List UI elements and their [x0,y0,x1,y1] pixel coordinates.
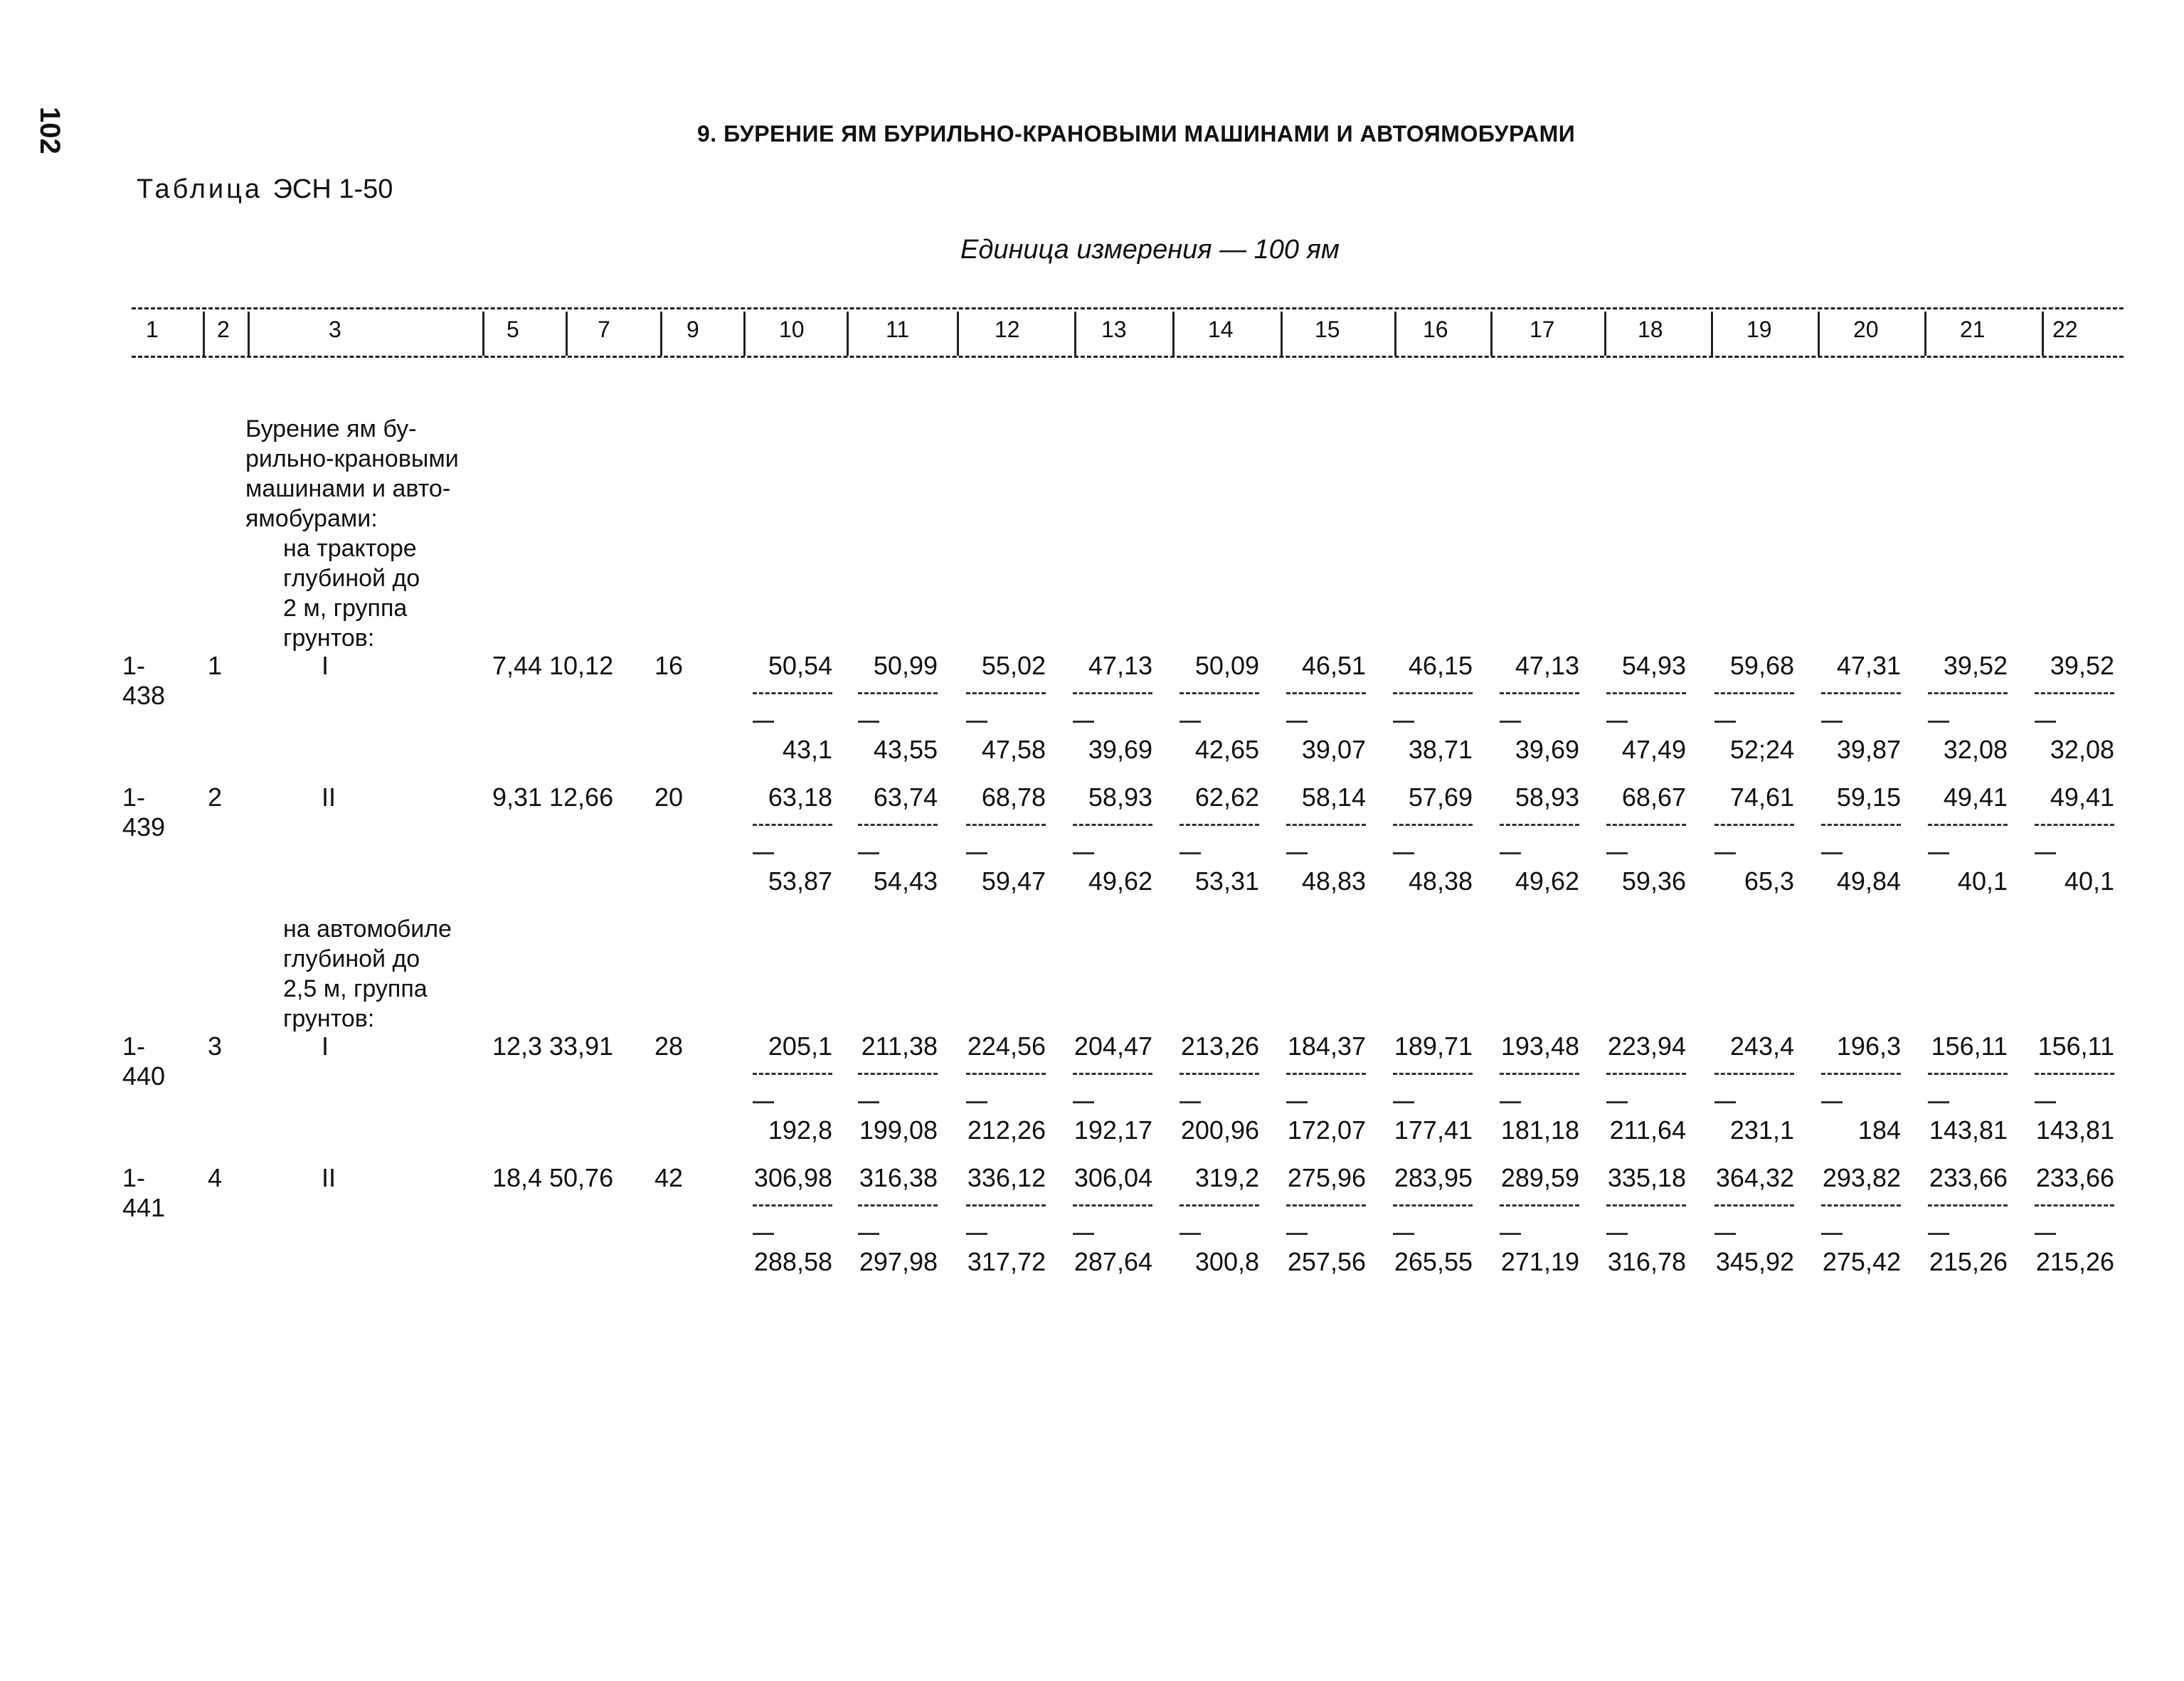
header-cell: 2 [217,317,230,342]
header-separator [2042,312,2044,356]
header-separator [743,312,746,356]
value-bottom: 43,55 [873,735,938,764]
value-top: 213,26 [1180,1032,1259,1061]
fraction-bar [1500,1204,1579,1207]
value-top: 47,13 [1515,651,1579,680]
value-bottom: 181,18 [1500,1115,1579,1145]
fraction-dash [858,721,879,723]
value-top: 189,71 [1394,1032,1473,1061]
value-bottom: 49,62 [1088,866,1152,896]
fraction-bar [753,1073,832,1075]
fraction-dash [1500,721,1521,723]
fraction-dash [1286,1233,1308,1235]
fraction-dash [1393,852,1414,854]
header-top-rule [132,307,2124,309]
value-bottom: 275,42 [1822,1247,1901,1276]
fraction-dash [1714,1101,1736,1103]
value-top: 306,04 [1074,1163,1152,1192]
col5-value: 12,3 [492,1032,543,1061]
value-bottom: 39,87 [1836,735,1901,764]
fraction-dash [1286,721,1308,723]
fraction-bar [2035,1204,2114,1207]
fraction-bar [1286,692,1366,694]
fraction-bar [1500,824,1579,826]
fraction-bar [1928,1204,2008,1207]
fraction-dash [753,852,774,854]
soil-group: II [322,783,336,812]
header-cell: 15 [1315,317,1340,342]
value-top: 59,68 [1729,651,1794,680]
fraction-dash [1286,852,1308,854]
value-top: 68,67 [1621,783,1686,812]
fraction-dash [966,852,987,854]
value-top: 39,52 [1943,651,2008,680]
value-top: 316,38 [859,1163,938,1192]
header-cell: 13 [1101,317,1127,342]
value-top: 275,96 [1287,1163,1366,1192]
header-separator [847,312,849,356]
fraction-bar [1606,1204,1686,1207]
value-top: 59,15 [1836,783,1901,812]
value-top: 243,4 [1729,1032,1794,1061]
soil-group: II [322,1163,336,1192]
header-separator [1711,312,1713,356]
fraction-dash [753,721,774,723]
value-top: 57,69 [1408,783,1473,812]
table-label: Таблица [137,174,263,204]
value-bottom: 143,81 [2035,1115,2114,1145]
fraction-bar [966,692,1046,694]
value-bottom: 316,78 [1607,1247,1686,1276]
col5-value: 9,31 [492,783,543,812]
fraction-bar [858,1073,938,1075]
description-intro [245,414,459,534]
fraction-bar [1393,1073,1473,1075]
fraction-bar [1928,692,2008,694]
fraction-dash [1180,1233,1201,1235]
value-top: 233,66 [1929,1163,2008,1192]
value-bottom: 39,69 [1515,735,1579,764]
value-bottom: 40,1 [2064,866,2114,896]
row-code: 1-439 [122,783,166,842]
fraction-dash [1714,1233,1736,1235]
header-cell: 20 [1853,317,1879,342]
value-top: 156,11 [2037,1032,2114,1061]
header-cell: 11 [886,317,910,342]
description-line: грунтов: [283,1005,375,1032]
row-code: 1-440 [122,1032,166,1091]
value-top: 68,78 [981,783,1046,812]
value-bottom: 231,1 [1729,1115,1794,1145]
fraction-bar [1606,1073,1686,1075]
row-number: 1 [208,651,223,680]
value-top: 58,14 [1301,783,1366,812]
fraction-bar [753,824,832,826]
value-top: 364,32 [1715,1163,1794,1192]
fraction-bar [1393,1204,1473,1207]
fraction-dash [753,1233,774,1235]
value-top: 50,54 [768,651,832,680]
row-code: 1-438 [122,651,166,710]
col7-value: 10,12 [549,651,614,680]
fraction-bar [858,824,938,826]
description-line: грунтов: [283,625,375,652]
value-bottom: 59,47 [981,866,1046,896]
fraction-dash [1928,1233,1949,1235]
fraction-dash [1606,721,1628,723]
fraction-dash [1928,721,1949,723]
value-bottom: 32,08 [2050,735,2114,764]
fraction-dash [1606,1233,1628,1235]
fraction-bar [1821,1073,1901,1075]
value-bottom: 200,96 [1180,1115,1259,1145]
value-top: 156,11 [1931,1032,2008,1061]
value-top: 49,41 [1943,783,2008,812]
fraction-bar [1714,1204,1794,1207]
value-bottom: 49,84 [1836,866,1901,896]
description-line: глубиной до [283,565,420,592]
soil-group: I [322,651,329,680]
description-line: на тракторе [283,535,417,562]
col7-value: 33,91 [549,1032,614,1061]
fraction-bar [1606,824,1686,826]
fraction-bar [2035,1073,2114,1075]
fraction-bar [1714,692,1794,694]
header-separator [1074,312,1076,356]
value-bottom: 300,8 [1194,1247,1259,1276]
fraction-dash [1073,852,1094,854]
header-separator [1490,312,1493,356]
header-cell: 18 [1638,317,1663,342]
fraction-dash [1606,1101,1628,1103]
value-top: 62,62 [1194,783,1259,812]
value-bottom: 215,26 [1929,1247,2008,1276]
fraction-dash [1393,721,1414,723]
fraction-bar [858,692,938,694]
fraction-dash [2035,1101,2056,1103]
fraction-dash [1073,1233,1094,1235]
value-top: 50,09 [1194,651,1259,680]
value-top: 63,74 [873,783,938,812]
col9-value: 20 [654,783,684,812]
value-bottom: 143,81 [1929,1115,2008,1145]
value-top: 196,3 [1836,1032,1901,1061]
header-cell: 9 [687,317,699,342]
header-cell: 21 [1960,317,1986,342]
value-bottom: 38,71 [1408,735,1473,764]
fraction-dash [1073,721,1094,723]
fraction-bar [1393,824,1473,826]
header-cell: 19 [1746,317,1772,342]
row-number: 3 [208,1032,223,1061]
value-top: 47,13 [1088,651,1152,680]
fraction-bar [1073,692,1152,694]
value-bottom: 265,55 [1394,1247,1473,1276]
fraction-dash [1821,721,1843,723]
value-bottom: 47,49 [1621,735,1686,764]
value-top: 55,02 [981,651,1046,680]
value-bottom: 199,08 [859,1115,938,1145]
description-line: на автомобиле [283,916,452,943]
value-top: 293,82 [1822,1163,1901,1192]
fraction-bar [753,692,832,694]
header-cell: 14 [1208,317,1234,342]
fraction-dash [1928,852,1949,854]
description-line: ямобурами: [245,505,378,532]
value-top: 46,15 [1408,651,1473,680]
fraction-dash [858,1101,879,1103]
header-cell: 12 [995,317,1020,342]
fraction-bar [1073,824,1152,826]
value-top: 205,1 [768,1032,832,1061]
fraction-bar [1821,824,1901,826]
description-line: глубиной до [283,945,420,972]
fraction-dash [1073,1101,1094,1103]
value-bottom: 54,43 [873,866,938,896]
fraction-bar [1393,692,1473,694]
fraction-bar [1714,824,1794,826]
fraction-dash [1286,1101,1308,1103]
fraction-dash [858,852,879,854]
value-bottom: 287,64 [1074,1247,1152,1276]
section-title: 9. БУРЕНИЕ ЯМ БУРИЛЬНО-КРАНОВЫМИ МАШИНАМИ И АВТОЯМОБУРАМИ [697,121,1576,147]
value-bottom: 257,56 [1287,1247,1366,1276]
header-separator [1924,312,1926,356]
value-top: 335,18 [1607,1163,1686,1192]
fraction-bar [858,1204,938,1207]
fraction-bar [1180,1204,1259,1207]
col9-value: 16 [654,651,684,680]
value-top: 336,12 [967,1163,1046,1192]
fraction-dash [1500,852,1521,854]
value-top: 319,2 [1194,1163,1259,1192]
fraction-bar [1928,824,2008,826]
value-top: 50,99 [873,651,938,680]
fraction-bar [1286,1073,1366,1075]
soil-group: I [322,1032,329,1061]
value-top: 283,95 [1394,1163,1473,1192]
value-bottom: 48,83 [1301,866,1366,896]
fraction-dash [1500,1101,1521,1103]
fraction-bar [966,1073,1046,1075]
header-cell: 3 [329,317,341,342]
page-number: 102 [34,107,65,154]
header-cell: 7 [598,317,610,342]
header-separator [1604,312,1606,356]
fraction-bar [753,1204,832,1207]
fraction-bar [1073,1204,1152,1207]
row-number: 2 [208,783,223,812]
value-top: 211,38 [861,1032,938,1061]
value-top: 289,59 [1500,1163,1579,1192]
value-top: 74,61 [1729,783,1794,812]
value-bottom: 172,07 [1287,1115,1366,1145]
col5-value: 18,4 [492,1163,543,1192]
value-top: 204,47 [1074,1032,1152,1061]
value-bottom: 39,69 [1088,735,1152,764]
value-top: 223,94 [1607,1032,1686,1061]
description-auto [283,914,452,1034]
fraction-dash [1500,1233,1521,1235]
fraction-bar [966,1204,1046,1207]
value-bottom: 192,17 [1074,1115,1152,1145]
col9-value: 42 [654,1163,684,1192]
fraction-dash [1180,1101,1201,1103]
value-bottom: 65,3 [1744,866,1794,896]
col7-value: 12,66 [549,783,614,812]
table-name [137,174,393,205]
fraction-dash [2035,721,2056,723]
fraction-bar [1821,1204,1901,1207]
header-separator [248,312,250,356]
fraction-dash [1393,1233,1414,1235]
value-bottom: 32,08 [1943,735,2008,764]
value-top: 58,93 [1088,783,1152,812]
value-top: 193,48 [1500,1032,1579,1061]
fraction-bar [1073,1073,1152,1075]
header-separator [957,312,959,356]
value-bottom: 317,72 [967,1247,1046,1276]
col9-value: 28 [654,1032,684,1061]
value-top: 63,18 [768,783,832,812]
fraction-dash [1821,1101,1843,1103]
fraction-bar [1286,1204,1366,1207]
header-separator [566,312,568,356]
value-bottom: 52;24 [1729,735,1794,764]
fraction-bar [1821,692,1901,694]
header-separator [1394,312,1396,356]
value-bottom: 345,92 [1715,1247,1794,1276]
header-separator [1172,312,1175,356]
value-bottom: 271,19 [1500,1247,1579,1276]
fraction-bar [2035,824,2114,826]
value-top: 306,98 [753,1163,832,1192]
header-separator [482,312,484,356]
header-cell: 5 [507,317,519,342]
value-bottom: 215,26 [2035,1247,2114,1276]
description-line: Бурение ям бу- [245,415,417,442]
value-top: 49,41 [2050,783,2114,812]
fraction-dash [966,1233,987,1235]
fraction-dash [1928,1101,1949,1103]
fraction-dash [2035,852,2056,854]
value-bottom: 177,41 [1394,1115,1473,1145]
fraction-dash [1180,721,1201,723]
header-cell: 17 [1530,317,1555,342]
col7-value: 50,76 [549,1163,614,1192]
fraction-dash [1393,1101,1414,1103]
fraction-bar [966,824,1046,826]
unit-of-measure: Единица измерения — 100 ям [960,235,1340,265]
value-bottom: 59,36 [1621,866,1686,896]
header-cell: 1 [146,317,159,342]
table-id: ЭСН 1-50 [272,174,393,204]
value-top: 233,66 [2035,1163,2114,1192]
description-line: 2 м, группа [283,595,408,622]
header-separator [1818,312,1820,356]
header-bottom-rule [132,356,2124,358]
fraction-bar [1180,1073,1259,1075]
value-bottom: 49,62 [1515,866,1579,896]
col5-value: 7,44 [492,651,543,680]
value-bottom: 40,1 [1957,866,2008,896]
fraction-dash [2035,1233,2056,1235]
fraction-dash [1714,721,1736,723]
header-separator [203,312,205,356]
description-line: машинами и авто- [245,475,451,502]
value-bottom: 53,87 [768,866,832,896]
fraction-dash [1606,852,1628,854]
fraction-bar [1606,692,1686,694]
value-bottom: 39,07 [1301,735,1366,764]
value-bottom: 47,58 [981,735,1046,764]
fraction-bar [1180,824,1259,826]
value-bottom: 42,65 [1194,735,1259,764]
fraction-bar [1286,824,1366,826]
fraction-dash [966,721,987,723]
fraction-dash [966,1101,987,1103]
fraction-dash [858,1233,879,1235]
value-bottom: 297,98 [859,1247,938,1276]
value-bottom: 48,38 [1408,866,1473,896]
fraction-bar [2035,692,2114,694]
header-separator [1281,312,1283,356]
fraction-bar [1714,1073,1794,1075]
fraction-bar [1928,1073,2008,1075]
header-cell: 22 [2052,317,2078,342]
fraction-dash [753,1101,774,1103]
fraction-dash [1821,1233,1843,1235]
value-bottom: 288,58 [753,1247,832,1276]
header-separator [660,312,662,356]
value-top: 47,31 [1836,651,1901,680]
value-top: 54,93 [1621,651,1686,680]
fraction-dash [1714,852,1736,854]
row-number: 4 [208,1163,223,1192]
fraction-bar [1500,1073,1579,1075]
value-bottom: 212,26 [967,1115,1046,1145]
header-cell: 10 [779,317,805,342]
fraction-dash [1821,852,1843,854]
value-bottom: 192,8 [768,1115,832,1145]
fraction-bar [1180,692,1259,694]
value-top: 46,51 [1301,651,1366,680]
fraction-dash [1180,852,1201,854]
header-cell: 16 [1423,317,1448,342]
fraction-bar [1500,692,1579,694]
value-top: 58,93 [1515,783,1579,812]
description-line: 2,5 м, группа [283,975,428,1002]
value-bottom: 211,64 [1609,1115,1686,1145]
value-bottom: 43,1 [782,735,832,764]
value-bottom: 53,31 [1194,866,1259,896]
row-code: 1-441 [122,1163,166,1222]
value-top: 224,56 [967,1032,1046,1061]
value-bottom: 184 [1857,1115,1901,1145]
description-tractor [283,534,420,653]
value-top: 184,37 [1287,1032,1366,1061]
value-top: 39,52 [2050,651,2114,680]
description-line: рильно-крановыми [245,445,459,472]
